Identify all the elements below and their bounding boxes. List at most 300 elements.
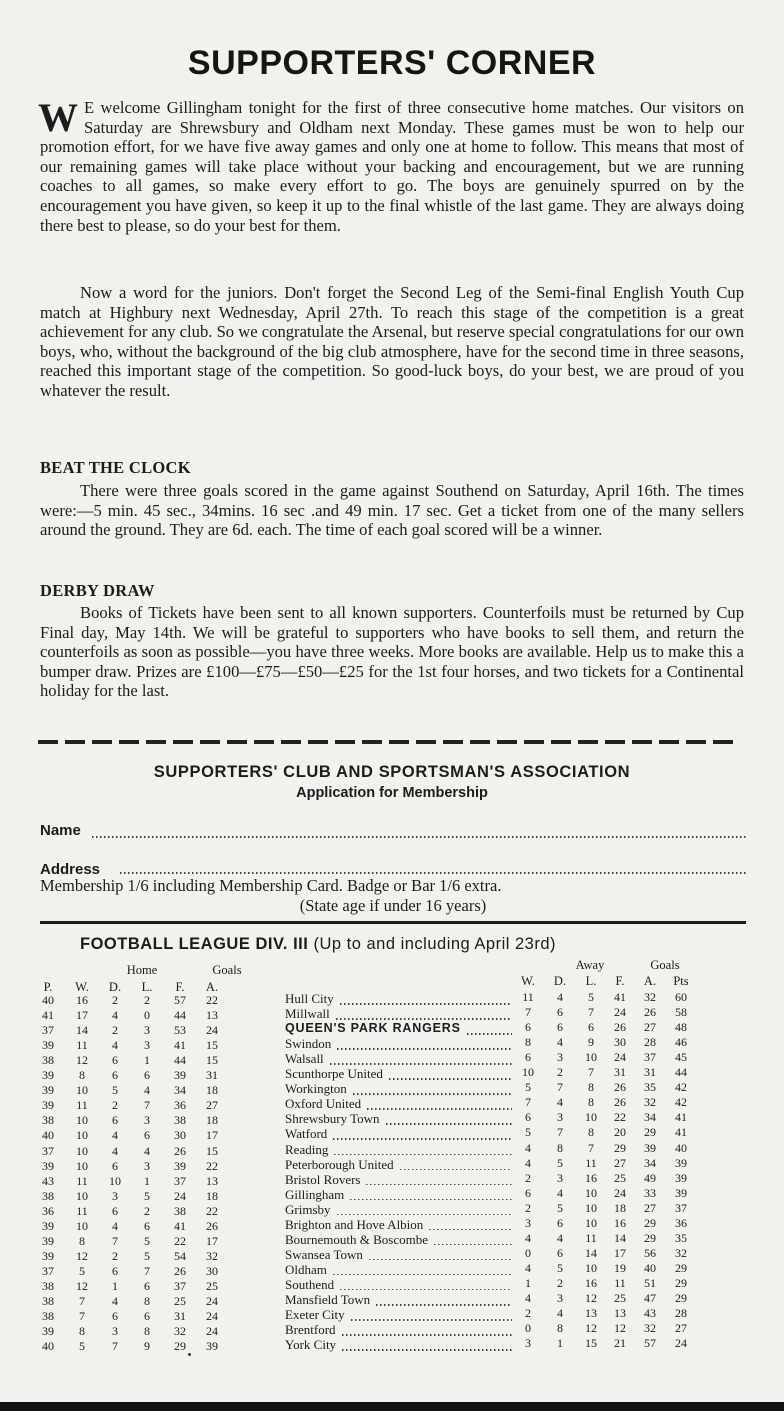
team-name xyxy=(285,1202,331,1218)
team-name xyxy=(285,1157,394,1173)
cell-away-aa: 29 xyxy=(644,1230,656,1245)
cell-hd: 2 xyxy=(112,1023,118,1038)
cell-p: 39 xyxy=(42,1068,54,1083)
league-note: (Up to and including April 23rd) xyxy=(313,935,556,953)
cell-away-ad: 3 xyxy=(557,1291,563,1305)
cell-hd: 6 xyxy=(112,1158,118,1173)
cell-away-pts: 27 xyxy=(675,1321,687,1336)
cell-ha: 15 xyxy=(206,1143,218,1158)
cell-away-aw: 4 xyxy=(525,1140,531,1155)
cell-hw: 8 xyxy=(79,1324,85,1339)
cell-away-aw: 11 xyxy=(522,990,534,1004)
team-name-text: Oxford United xyxy=(285,1096,362,1112)
cell-away-af: 14 xyxy=(614,1230,626,1245)
cell-away-ad: 7 xyxy=(557,1125,563,1140)
header-hd: D. xyxy=(108,980,122,994)
cell-away-aa: 56 xyxy=(644,1245,656,1260)
dot-leader xyxy=(350,1199,512,1201)
cell-ha: 30 xyxy=(206,1263,218,1278)
dot-leader xyxy=(337,1214,513,1216)
team-name-text: Gillingham xyxy=(285,1186,345,1202)
cell-away-pts: 36 xyxy=(675,1215,687,1230)
cell-away-aw: 6 xyxy=(525,1110,531,1125)
team-name xyxy=(285,1051,324,1067)
header-away-aw: W. xyxy=(521,974,535,988)
cell-hw: 12 xyxy=(76,1278,88,1293)
cell-p: 38 xyxy=(42,1053,54,1068)
cell-hf: 44 xyxy=(174,1008,186,1023)
cell-hl: 8 xyxy=(144,1294,150,1308)
cell-away-al: 7 xyxy=(588,1140,594,1155)
cell-away-al: 12 xyxy=(585,1291,597,1305)
cell-hw: 11 xyxy=(76,1098,88,1113)
cell-away-aa: 37 xyxy=(644,1050,656,1065)
cell-away-aa: 40 xyxy=(644,1260,656,1275)
cell-away-aw: 1 xyxy=(525,1275,531,1290)
cell-hf: 44 xyxy=(174,1053,186,1068)
cell-ha: 13 xyxy=(206,1008,218,1023)
cell-away-al: 10 xyxy=(585,1185,597,1200)
cell-ha: 17 xyxy=(206,1233,218,1248)
cell-hf: 22 xyxy=(174,1233,186,1248)
cell-hl: 8 xyxy=(144,1324,150,1339)
cell-p: 39 xyxy=(42,1083,54,1098)
dot-leader xyxy=(367,1108,512,1110)
cell-hd: 2 xyxy=(112,993,118,1007)
juniors-paragraph: Now a word for the juniors. Don't forget the Second Leg of the Semi-final English Youth Cup match at Highbury next Wednesday, April 27th. To reach this stage of the competition is a great achievement for any club. So we congratulate the Arsenal, but reserve special congratulations for our own boys, who, without the background of the big club atmosphere, have for the second time in three seasons, reached this important stage of the competition. So good-luck boys, do your best, we are proud of you whatever the result. xyxy=(40,283,744,400)
cell-p: 38 xyxy=(42,1188,54,1203)
cell-away-aw: 0 xyxy=(525,1245,531,1260)
cell-hw: 10 xyxy=(76,1188,88,1203)
cell-p: 43 xyxy=(42,1173,54,1188)
cell-hd: 6 xyxy=(112,1113,118,1128)
team-name xyxy=(285,1081,347,1097)
cell-ha: 18 xyxy=(206,1188,218,1203)
cell-away-al: 14 xyxy=(585,1245,597,1260)
cell-away-pts: 35 xyxy=(675,1230,687,1245)
cell-away-aw: 2 xyxy=(525,1200,531,1215)
team-name-text: Bournemouth & Boscombe xyxy=(285,1231,428,1247)
cell-away-ad: 4 xyxy=(557,1095,563,1110)
header-ha: A. xyxy=(205,980,219,994)
cell-hw: 7 xyxy=(79,1294,85,1308)
cell-hw: 5 xyxy=(79,1263,85,1278)
team-name xyxy=(285,1307,345,1323)
cell-away-aw: 2 xyxy=(525,1170,531,1185)
header-hw: W. xyxy=(75,980,89,994)
cell-p: 40 xyxy=(42,1339,54,1354)
cell-away-aw: 7 xyxy=(525,1005,531,1020)
cell-hw: 11 xyxy=(76,1038,88,1053)
cell-away-af: 20 xyxy=(614,1125,626,1140)
cell-hw: 10 xyxy=(76,1083,88,1098)
cell-hw: 16 xyxy=(76,993,88,1007)
cell-hd: 5 xyxy=(112,1083,118,1098)
cell-hf: 37 xyxy=(174,1173,186,1188)
cell-ha: 22 xyxy=(206,993,218,1007)
cell-away-al: 10 xyxy=(585,1110,597,1125)
cell-hl: 7 xyxy=(144,1263,150,1278)
cell-away-pts: 39 xyxy=(675,1185,687,1200)
cell-away-aw: 0 xyxy=(525,1321,531,1336)
cell-hw: 11 xyxy=(76,1203,88,1218)
cell-hl: 0 xyxy=(144,1008,150,1023)
cell-ha: 17 xyxy=(206,1128,218,1143)
cell-away-aa: 51 xyxy=(644,1275,656,1290)
cell-away-al: 8 xyxy=(588,1125,594,1140)
cell-away-aa: 43 xyxy=(644,1306,656,1321)
cell-away-af: 30 xyxy=(614,1035,626,1050)
cell-hd: 4 xyxy=(112,1294,118,1308)
cell-hl: 2 xyxy=(144,1203,150,1218)
dot-leader xyxy=(467,1033,512,1035)
cell-hd: 6 xyxy=(112,1309,118,1324)
cell-away-af: 25 xyxy=(614,1170,626,1185)
team-name-text: QUEEN'S PARK RANGERS xyxy=(285,1021,461,1036)
cell-away-pts: 37 xyxy=(675,1200,687,1215)
cell-hf: 32 xyxy=(174,1324,186,1339)
cell-away-al: 10 xyxy=(585,1260,597,1275)
cell-away-pts: 24 xyxy=(675,1336,687,1351)
cell-hf: 34 xyxy=(174,1083,186,1098)
cell-p: 39 xyxy=(42,1324,54,1339)
cell-away-al: 12 xyxy=(585,1321,597,1336)
cell-away-aa: 34 xyxy=(644,1155,656,1170)
team-name-text: Brighton and Hove Albion xyxy=(285,1216,424,1232)
derby-draw-heading: DERBY DRAW xyxy=(40,581,155,600)
cell-p: 38 xyxy=(42,1294,54,1308)
cell-away-ad: 4 xyxy=(557,1035,563,1050)
cell-away-af: 26 xyxy=(614,1020,626,1035)
home-group-label: Home xyxy=(126,963,158,977)
cell-hf: 30 xyxy=(174,1128,186,1143)
cell-hl: 1 xyxy=(144,1053,150,1068)
team-name-text: Swansea Town xyxy=(285,1246,363,1262)
dot-leader xyxy=(366,1184,512,1186)
dot-leader xyxy=(400,1169,512,1171)
team-name xyxy=(285,1021,461,1035)
cell-p: 39 xyxy=(42,1233,54,1248)
cell-away-ad: 4 xyxy=(557,1185,563,1200)
team-name xyxy=(285,1262,327,1278)
cell-hd: 7 xyxy=(112,1233,118,1248)
team-name-text: Grimsby xyxy=(285,1201,331,1217)
cell-hl: 6 xyxy=(144,1218,150,1233)
cell-hd: 6 xyxy=(112,1053,118,1068)
cell-away-ad: 4 xyxy=(557,1306,563,1321)
cell-hd: 2 xyxy=(112,1248,118,1263)
cell-hw: 10 xyxy=(76,1218,88,1233)
cell-hl: 9 xyxy=(144,1339,150,1354)
cell-away-aw: 2 xyxy=(525,1306,531,1321)
cell-p: 40 xyxy=(42,1128,54,1143)
team-name-text: Peterborough United xyxy=(285,1156,394,1172)
address-field[interactable] xyxy=(120,872,746,874)
cell-away-aw: 4 xyxy=(525,1260,531,1275)
team-name-text: Swindon xyxy=(285,1036,332,1052)
cell-away-aa: 32 xyxy=(644,1095,656,1110)
dot-leader xyxy=(429,1229,512,1231)
cell-away-pts: 32 xyxy=(675,1245,687,1260)
dot-leader xyxy=(333,1274,512,1276)
cell-away-ad: 5 xyxy=(557,1260,563,1275)
cell-away-ad: 5 xyxy=(557,1155,563,1170)
team-name xyxy=(285,1066,383,1082)
team-name xyxy=(285,1036,331,1052)
away-goals-group-label: Goals xyxy=(650,958,680,972)
page-bottom-edge xyxy=(0,1402,784,1411)
derby-draw-text: Books of Tickets have been sent to all known supporters. Counterfoils must be returned by Cup Final day, May 14th. We will be grateful to supporters who have books to sell them, and return the counterfoils as soon as possible—you have three weeks. More books are available. Help us to make this a bumper draw. Prizes are £100—£75—£50—£25 for the 1st four horses, and two tickets for a Continental holiday for the last. xyxy=(40,603,744,701)
cell-away-af: 18 xyxy=(614,1200,626,1215)
cell-p: 40 xyxy=(42,993,54,1007)
cell-away-aa: 29 xyxy=(644,1125,656,1140)
cell-away-al: 11 xyxy=(585,1155,597,1170)
cell-ha: 27 xyxy=(206,1098,218,1113)
header-away-aa: A. xyxy=(643,974,657,988)
cell-away-aa: 27 xyxy=(644,1200,656,1215)
cell-ha: 31 xyxy=(206,1068,218,1083)
cell-hw: 12 xyxy=(76,1053,88,1068)
intro-text: E welcome Gillingham tonight for the first of three consecutive home matches. Our visitors on Saturday are Shrewsbury and Oldham next Monday. These games must be won to help our promotion effort, for we have five away games and only one at home to follow. This means that most of our remaining games will take place without your backing and encouragement, but we are running coaches to all games, so make every effort to go. The boys are genuinely spurred on by the encouragement you have given, so keep it up to the final whistle of the last game. They are always doing there best to please, so do your best for them. xyxy=(40,98,744,235)
cell-away-ad: 1 xyxy=(557,1336,563,1351)
cell-away-af: 26 xyxy=(614,1080,626,1095)
cell-hd: 4 xyxy=(112,1038,118,1053)
cell-away-pts: 45 xyxy=(675,1050,687,1065)
cell-ha: 22 xyxy=(206,1158,218,1173)
cell-ha: 25 xyxy=(206,1278,218,1293)
team-name-text: Mansfield Town xyxy=(285,1292,371,1307)
team-name-text: Southend xyxy=(285,1276,335,1292)
cell-hd: 6 xyxy=(112,1068,118,1083)
cell-away-aw: 3 xyxy=(525,1215,531,1230)
cell-away-al: 16 xyxy=(585,1275,597,1290)
cell-ha: 26 xyxy=(206,1218,218,1233)
cell-p: 39 xyxy=(42,1038,54,1053)
cell-hw: 17 xyxy=(76,1008,88,1023)
cell-away-ad: 6 xyxy=(557,1215,563,1230)
team-name-text: Workington xyxy=(285,1081,347,1097)
cell-away-al: 16 xyxy=(585,1170,597,1185)
cell-p: 39 xyxy=(42,1218,54,1233)
cell-away-aa: 57 xyxy=(644,1336,656,1351)
cell-away-ad: 5 xyxy=(557,1200,563,1215)
cell-ha: 24 xyxy=(206,1023,218,1038)
cell-hf: 24 xyxy=(174,1188,186,1203)
cell-hl: 7 xyxy=(144,1098,150,1113)
team-name xyxy=(285,1142,328,1158)
cell-away-pts: 42 xyxy=(675,1080,687,1095)
cell-hw: 10 xyxy=(76,1128,88,1143)
team-name-text: Shrewsbury Town xyxy=(285,1111,380,1127)
dot-leader xyxy=(333,1138,512,1140)
cell-hf: 54 xyxy=(174,1248,186,1263)
cell-away-aw: 6 xyxy=(525,1050,531,1065)
team-name-text: Walsall xyxy=(285,1051,324,1067)
address-label: Address xyxy=(40,861,101,878)
cell-away-af: 13 xyxy=(614,1306,626,1321)
header-away-af: F. xyxy=(615,974,625,988)
dot-leader xyxy=(369,1259,512,1261)
cell-p: 39 xyxy=(42,1248,54,1263)
header-p: P. xyxy=(43,980,53,994)
cell-hl: 5 xyxy=(144,1188,150,1203)
cell-hd: 3 xyxy=(112,1324,118,1339)
team-name xyxy=(285,1006,330,1022)
cell-hw: 10 xyxy=(76,1113,88,1128)
cell-away-ad: 4 xyxy=(557,990,563,1004)
cell-hd: 4 xyxy=(112,1218,118,1233)
cell-p: 36 xyxy=(42,1203,54,1218)
cell-hw: 8 xyxy=(79,1233,85,1248)
cell-hd: 10 xyxy=(109,1173,121,1188)
team-name xyxy=(285,1187,344,1203)
beat-the-clock-text: There were three goals scored in the game against Southend on Saturday, April 16th. The times were:—5 min. 45 sec., 34mins. 16 sec .and 49 min. 17 sec. Get a ticket from one of the many sellers around the ground. They are 6d. each. The time of each goal scored will be a winner. xyxy=(40,481,744,540)
cell-away-af: 27 xyxy=(614,1155,626,1170)
cell-p: 41 xyxy=(42,1008,54,1023)
cell-away-af: 21 xyxy=(614,1336,626,1351)
intro-paragraph xyxy=(38,95,744,235)
cell-hl: 2 xyxy=(144,993,150,1007)
dot-leader xyxy=(340,1003,512,1005)
cell-away-pts: 41 xyxy=(675,1110,687,1125)
cell-ha: 22 xyxy=(206,1203,218,1218)
cell-away-af: 29 xyxy=(614,1140,626,1155)
cell-away-af: 19 xyxy=(614,1260,626,1275)
cell-away-aw: 6 xyxy=(525,1185,531,1200)
cell-ha: 24 xyxy=(206,1309,218,1324)
header-hl: L. xyxy=(141,980,153,994)
cell-away-al: 5 xyxy=(588,990,594,1004)
cell-hd: 4 xyxy=(112,1008,118,1023)
cell-hf: 41 xyxy=(174,1218,186,1233)
team-name xyxy=(285,1277,334,1293)
cell-away-aw: 5 xyxy=(525,1125,531,1140)
team-name-text: Bristol Rovers xyxy=(285,1171,361,1187)
cell-away-ad: 3 xyxy=(557,1170,563,1185)
cell-away-ad: 8 xyxy=(557,1321,563,1336)
cell-hf: 41 xyxy=(174,1038,186,1053)
cell-ha: 18 xyxy=(206,1083,218,1098)
cell-away-af: 24 xyxy=(614,1050,626,1065)
cell-away-ad: 3 xyxy=(557,1110,563,1125)
page-title: SUPPORTERS' CORNER xyxy=(187,44,597,82)
cell-away-aw: 4 xyxy=(525,1155,531,1170)
team-name xyxy=(285,1126,327,1142)
dot-leader xyxy=(353,1093,512,1095)
dot-leader xyxy=(389,1078,512,1080)
cell-hl: 6 xyxy=(144,1128,150,1143)
cell-away-af: 41 xyxy=(614,990,626,1004)
cell-away-aw: 4 xyxy=(525,1230,531,1245)
cell-away-pts: 42 xyxy=(675,1095,687,1110)
cell-away-pts: 28 xyxy=(675,1306,687,1321)
cell-hf: 39 xyxy=(174,1158,186,1173)
team-name xyxy=(285,1337,336,1353)
cell-hf: 38 xyxy=(174,1113,186,1128)
cell-hd: 1 xyxy=(112,1278,118,1293)
cell-away-pts: 41 xyxy=(675,1125,687,1140)
cell-hd: 6 xyxy=(112,1203,118,1218)
cell-hl: 3 xyxy=(144,1038,150,1053)
cell-hw: 10 xyxy=(76,1158,88,1173)
cell-hf: 38 xyxy=(174,1203,186,1218)
cell-hd: 6 xyxy=(112,1263,118,1278)
team-name xyxy=(285,1232,428,1248)
cell-away-af: 11 xyxy=(614,1275,626,1290)
cell-hf: 29 xyxy=(174,1339,186,1354)
team-name-text: Reading xyxy=(285,1141,329,1157)
cell-away-aa: 35 xyxy=(644,1080,656,1095)
cell-away-al: 13 xyxy=(585,1306,597,1321)
dot-leader xyxy=(342,1334,512,1336)
cell-ha: 13 xyxy=(206,1173,218,1188)
team-name xyxy=(285,991,334,1007)
cell-p: 38 xyxy=(42,1309,54,1324)
dot-leader xyxy=(334,1154,512,1156)
cell-away-aw: 6 xyxy=(525,1020,531,1035)
cell-ha: 24 xyxy=(206,1324,218,1339)
cell-hf: 39 xyxy=(174,1068,186,1083)
header-away-pts: Pts xyxy=(673,974,689,988)
cell-away-af: 22 xyxy=(614,1110,626,1125)
cell-away-aw: 10 xyxy=(522,1065,534,1080)
cell-away-aa: 49 xyxy=(644,1170,656,1185)
dot-leader xyxy=(340,1289,512,1291)
cell-p: 38 xyxy=(42,1278,54,1293)
cell-hl: 3 xyxy=(144,1158,150,1173)
cell-hl: 6 xyxy=(144,1278,150,1293)
cell-away-al: 7 xyxy=(588,1005,594,1020)
cell-away-aw: 5 xyxy=(525,1080,531,1095)
dot-leader xyxy=(337,1048,512,1050)
cell-hw: 11 xyxy=(76,1173,88,1188)
header-away-al: L. xyxy=(585,974,597,988)
dot-leader xyxy=(376,1304,512,1306)
league-title xyxy=(80,935,556,954)
cell-hl: 1 xyxy=(144,1173,150,1188)
cell-away-al: 9 xyxy=(588,1035,594,1050)
drop-cap: W xyxy=(38,95,78,140)
dot-leader xyxy=(386,1123,512,1125)
cell-away-ad: 6 xyxy=(557,1245,563,1260)
cell-away-pts: 39 xyxy=(675,1170,687,1185)
section-rule xyxy=(40,921,746,924)
cell-away-af: 31 xyxy=(614,1065,626,1080)
cell-away-aa: 29 xyxy=(644,1215,656,1230)
cell-hl: 6 xyxy=(144,1068,150,1083)
cell-hw: 5 xyxy=(79,1339,85,1354)
cell-away-aa: 33 xyxy=(644,1185,656,1200)
cell-hf: 36 xyxy=(174,1098,186,1113)
cell-hl: 3 xyxy=(144,1023,150,1038)
cell-away-af: 17 xyxy=(614,1245,626,1260)
cell-hw: 7 xyxy=(79,1309,85,1324)
cell-away-aw: 7 xyxy=(525,1095,531,1110)
cell-away-aw: 4 xyxy=(525,1291,531,1305)
cell-away-pts: 46 xyxy=(675,1035,687,1050)
cell-away-af: 25 xyxy=(614,1291,626,1305)
cell-away-al: 15 xyxy=(585,1336,597,1351)
cell-p: 39 xyxy=(42,1158,54,1173)
name-field[interactable] xyxy=(92,836,746,838)
cell-away-aa: 26 xyxy=(644,1005,656,1020)
team-name xyxy=(285,1217,423,1233)
header-away-ad: D. xyxy=(553,974,567,988)
cell-hd: 7 xyxy=(112,1339,118,1354)
cell-ha: 32 xyxy=(206,1248,218,1263)
cell-away-pts: 29 xyxy=(675,1291,687,1305)
cell-away-ad: 8 xyxy=(557,1140,563,1155)
